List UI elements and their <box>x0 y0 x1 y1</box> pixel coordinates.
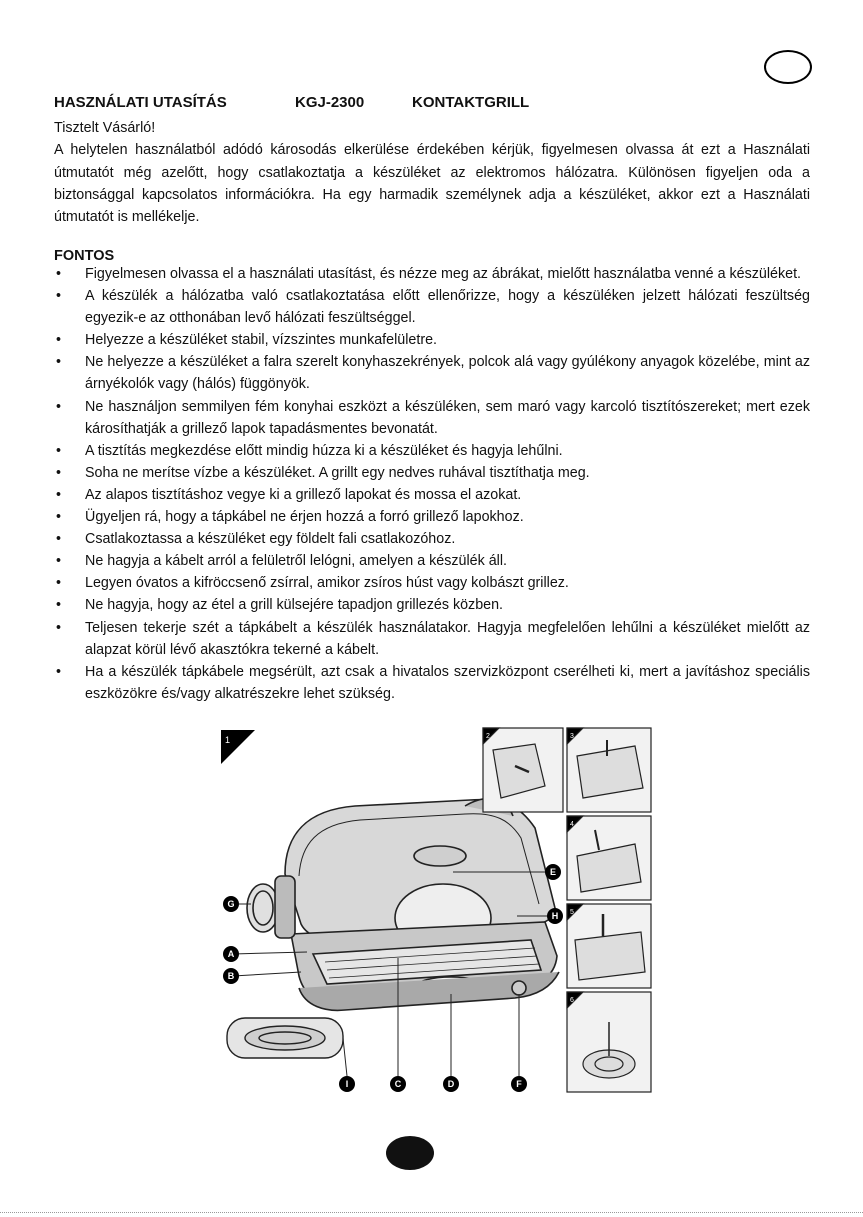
list-item: • Ne hagyja, hogy az étel a grill külsejére tapadjon grillezés közben. <box>54 594 810 616</box>
panel-1-marker <box>221 730 255 764</box>
important-heading: FONTOS <box>54 248 115 264</box>
greeting: Tisztelt Vásárló! <box>54 120 156 136</box>
callout-i <box>339 1076 355 1092</box>
list-item: • Legyen óvatos a kifröccsenő zsírral, amikor zsíros húst vagy kolbászt grillez. <box>54 572 810 594</box>
callout-b <box>223 968 239 984</box>
list-item: • Ügyeljen rá, hogy a tápkábel ne érjen hozzá a forró grillező lapokhoz. <box>54 506 810 528</box>
callout-c <box>390 1076 406 1092</box>
list-item: • Ha a készülék tápkábele megsérült, azt csak a hivatalos szervizközpont cserélheti ki, mert a javításhoz speciális eszközökre és/vagy alkatrészekre lehet szükség. <box>54 661 810 705</box>
svg-text:2: 2 <box>486 733 490 740</box>
callout-g <box>223 896 239 912</box>
safety-list <box>54 263 810 705</box>
callout-h <box>547 908 563 924</box>
contact-grill-drawing <box>247 799 559 1011</box>
list-item: • Soha ne merítse vízbe a készüléket. A grillt egy nedves ruhával tisztíthatja meg. <box>54 462 810 484</box>
list-item: • Az alapos tisztításhoz vegye ki a grillező lapokat és mossa el azokat. <box>54 484 810 506</box>
svg-text:6: 6 <box>570 997 574 1004</box>
list-item: • Figyelmesen olvassa el a használati utasítást, és nézze meg az ábrákat, mielőtt használatba venné a készüléket. <box>54 263 810 285</box>
model-number: KGJ-2300 <box>295 94 365 111</box>
callout-a <box>223 946 239 962</box>
list-item: • Ne használjon semmilyen fém konyhai eszközt a készüléken, sem maró vagy karcoló tisztítószereket; mert ezek károsíthatják a grillező lapok tapadásmentes bevonatát. <box>54 396 810 440</box>
svg-text:3: 3 <box>570 733 574 740</box>
panel-1-number: 1 <box>225 735 231 745</box>
svg-text:E: E <box>549 867 557 877</box>
svg-text:4: 4 <box>570 821 574 828</box>
panel-6 <box>567 992 651 1092</box>
svg-text:G: G <box>227 899 235 909</box>
svg-text:I: I <box>345 1079 349 1089</box>
callout-e <box>545 864 561 880</box>
language-indicator-oval <box>764 50 812 84</box>
list-item: • Csatlakoztassa a készüléket egy földelt fali csatlakozóhoz. <box>54 528 810 550</box>
svg-text:C: C <box>394 1079 402 1089</box>
list-item: • A tisztítás megkezdése előtt mindig húzza ki a készüléket és hagyja lehűlni. <box>54 440 810 462</box>
panel-2 <box>483 728 563 812</box>
svg-text:F: F <box>516 1079 522 1089</box>
callout-f <box>511 1076 527 1092</box>
manual-title: HASZNÁLATI UTASÍTÁS <box>54 94 227 111</box>
intro-paragraph: A helytelen használatból adódó károsodás elkerülése érdekében kérjük, figyelmesen olvassa át ezt a Használati útmutatót még azelőtt, hogy csatlakoztatja a készüléket az elektromos hálózatra. Különösen figyeljen oda a biztonsággal kapcsolatos információkra. Ha egy harmadik személynek adja a készüléket, akkor ezt a Használati útmutatót is mellékelje. <box>54 142 810 226</box>
page-number-marker <box>386 1136 434 1170</box>
bottom-divider <box>0 1212 863 1214</box>
list-item: • Ne hagyja a kábelt arról a felületről lelógni, amelyen a készülék áll. <box>54 550 810 572</box>
list-item: • Teljesen tekerje szét a tápkábelt a készülék használatakor. Hagyja megfelelően lehűlni a készüléket mielőtt az alapzat körül lévő akasztókra tekerné a kábelt. <box>54 617 810 661</box>
panel-3 <box>567 728 651 812</box>
list-item: • A készülék a hálózatba való csatlakoztatása előtt ellenőrizze, hogy a készüléken jelzett hálózati feszültség egyezik-e az otthonában levő hálózati feszültséggel. <box>54 285 810 329</box>
callout-d <box>443 1076 459 1092</box>
bottom-view-inset <box>227 1018 343 1058</box>
intro-section <box>54 117 810 228</box>
svg-text:D: D <box>447 1079 455 1089</box>
svg-text:A: A <box>227 949 235 959</box>
panel-5 <box>567 904 651 988</box>
list-item: • Ne helyezze a készüléket a falra szerelt konyhaszekrények, polcok alá vagy gyúlékony anyagok közelébe, mint az árnyékolók vagy (hálós) függönyök. <box>54 351 810 395</box>
grill-illustration <box>215 726 655 1112</box>
svg-text:5: 5 <box>570 909 574 916</box>
svg-text:B: B <box>227 971 235 981</box>
list-item: • Helyezze a készüléket stabil, vízszintes munkafelületre. <box>54 329 810 351</box>
panel-4 <box>567 816 651 900</box>
product-name: KONTAKTGRILL <box>412 94 530 111</box>
svg-text:H: H <box>551 911 559 921</box>
